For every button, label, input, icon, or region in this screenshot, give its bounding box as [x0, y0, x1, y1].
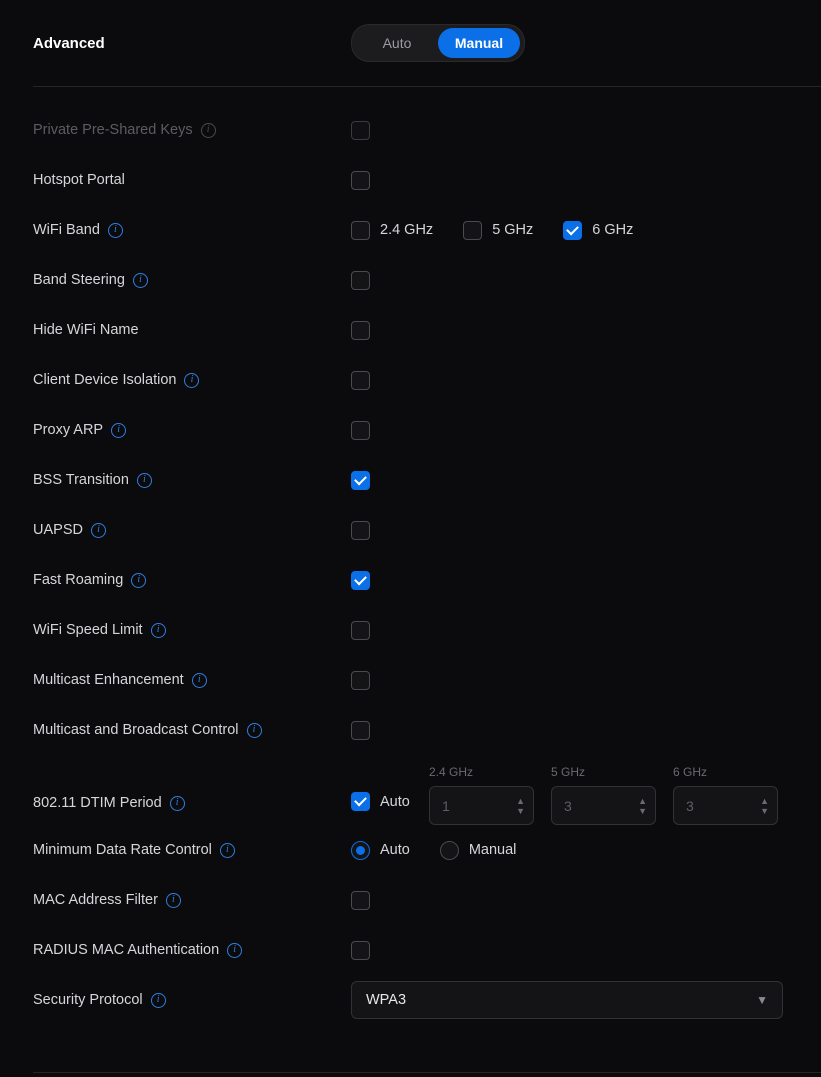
radio-data-rate-manual[interactable]	[440, 841, 459, 860]
row-controls	[351, 471, 370, 490]
row-label	[33, 122, 351, 138]
dtim-caption-5ghz: 5 GHz	[551, 765, 586, 779]
info-icon[interactable]: i	[133, 273, 148, 288]
checkbox-mac-address-filter[interactable]	[351, 891, 370, 910]
info-icon[interactable]: i	[151, 623, 166, 638]
row-label	[33, 272, 351, 288]
row-controls	[351, 721, 370, 740]
band-label-5ghz: 5 GHz	[492, 222, 534, 238]
dtim-value-24ghz: 1	[442, 797, 450, 814]
dtim-input-6ghz[interactable]	[673, 786, 778, 825]
setting-label-band-steering: Band Steering	[33, 272, 125, 288]
info-icon[interactable]: i	[137, 473, 152, 488]
info-icon[interactable]: i	[192, 673, 207, 688]
dtim-stepper-5ghz[interactable]	[638, 795, 647, 816]
dtim-stepper-24ghz[interactable]	[516, 795, 525, 816]
info-icon[interactable]: i	[184, 373, 199, 388]
row-controls	[351, 221, 663, 240]
checkbox-uapsd[interactable]	[351, 521, 370, 540]
dtim-auto-label: Auto	[380, 793, 410, 810]
row-label	[33, 422, 351, 438]
setting-label-private-pre-shared-keys: Private Pre-Shared Keys	[33, 122, 193, 138]
chevron-down-icon[interactable]: ▼	[638, 805, 647, 816]
info-icon[interactable]: i	[227, 943, 242, 958]
row-label	[33, 172, 351, 188]
row-label	[33, 942, 351, 958]
row-label	[33, 672, 351, 688]
select-security-protocol[interactable]	[351, 981, 783, 1019]
dtim-caption-6ghz: 6 GHz	[673, 765, 708, 779]
checkbox-hide-wifi-name[interactable]	[351, 321, 370, 340]
setting-row-proxy-arp	[0, 405, 821, 455]
info-icon[interactable]: i	[131, 573, 146, 588]
dtim-input-5ghz[interactable]	[551, 786, 656, 825]
setting-label-wifi-band: WiFi Band	[33, 222, 100, 238]
row-controls	[351, 321, 370, 340]
mode-option-auto[interactable]: Auto	[382, 35, 412, 51]
band-label-6ghz: 6 GHz	[592, 222, 634, 238]
row-controls	[351, 371, 370, 390]
band-option-24ghz[interactable]	[351, 221, 433, 240]
row-controls	[351, 941, 370, 960]
setting-row-private-pre-shared-keys	[0, 105, 821, 155]
setting-row-client-device-isolation	[0, 355, 821, 405]
row-controls	[351, 571, 370, 590]
setting-row-bss-transition	[0, 455, 821, 505]
row-label	[33, 372, 351, 388]
checkbox-fast-roaming[interactable]	[351, 571, 370, 590]
setting-label-radius-mac-authentication: RADIUS MAC Authentication	[33, 942, 220, 958]
row-controls	[351, 981, 783, 1019]
setting-label-multicast-broadcast-control: Multicast and Broadcast Control	[33, 722, 239, 738]
checkbox-private-pre-shared-keys[interactable]	[351, 121, 370, 140]
checkbox-band-24ghz[interactable]	[351, 221, 370, 240]
row-controls	[351, 521, 370, 540]
dtim-value-6ghz: 3	[686, 797, 694, 814]
security-protocol-value: WPA3	[366, 992, 407, 1008]
page-title: Advanced	[33, 34, 105, 52]
info-icon[interactable]: i	[220, 843, 235, 858]
setting-label-multicast-enhancement: Multicast Enhancement	[33, 672, 184, 688]
data-rate-option-auto[interactable]	[351, 841, 410, 860]
data-rate-option-manual[interactable]	[440, 841, 517, 860]
row-label	[33, 722, 351, 738]
row-label	[33, 892, 351, 908]
row-label	[33, 992, 351, 1008]
dtim-input-24ghz[interactable]	[429, 786, 534, 825]
setting-label-hotspot-portal: Hotspot Portal	[33, 172, 125, 188]
setting-row-multicast-enhancement	[0, 655, 821, 705]
setting-label-hide-wifi-name: Hide WiFi Name	[33, 322, 139, 338]
setting-label-proxy-arp: Proxy ARP	[33, 422, 104, 438]
info-icon[interactable]: i	[111, 423, 126, 438]
dtim-field-24ghz	[429, 765, 534, 825]
band-option-6ghz[interactable]	[563, 221, 633, 240]
row-controls	[351, 171, 370, 190]
row-controls	[351, 841, 546, 860]
dtim-value-5ghz: 3	[564, 797, 572, 814]
checkbox-proxy-arp[interactable]	[351, 421, 370, 440]
row-controls	[351, 671, 370, 690]
chevron-down-icon[interactable]: ▼	[756, 993, 768, 1007]
setting-label-mac-address-filter: MAC Address Filter	[33, 892, 158, 908]
mode-segmented-control[interactable]	[351, 24, 525, 62]
setting-row-multicast-broadcast-control	[0, 705, 821, 755]
dtim-caption-24ghz: 2.4 GHz	[429, 765, 474, 779]
checkbox-band-5ghz[interactable]	[463, 221, 482, 240]
info-icon[interactable]: i	[166, 893, 181, 908]
data-rate-label-auto: Auto	[380, 842, 410, 858]
row-controls	[351, 621, 370, 640]
checkbox-multicast-enhancement[interactable]	[351, 671, 370, 690]
checkbox-wifi-speed-limit[interactable]	[351, 621, 370, 640]
setting-label-security-protocol: Security Protocol	[33, 992, 143, 1008]
setting-row-mac-address-filter	[0, 875, 821, 925]
dtim-stepper-6ghz[interactable]	[760, 795, 769, 816]
setting-row-fast-roaming	[0, 555, 821, 605]
bottom-divider	[33, 1072, 821, 1073]
row-label	[33, 322, 351, 338]
chevron-down-icon[interactable]: ▼	[760, 805, 769, 816]
data-rate-label-manual: Manual	[468, 842, 517, 858]
setting-row-security-protocol	[0, 975, 821, 1025]
checkbox-band-steering[interactable]	[351, 271, 370, 290]
checkbox-dtim-auto[interactable]	[351, 792, 370, 811]
setting-label-dtim-period: 802.11 DTIM Period	[33, 795, 162, 811]
row-controls	[351, 271, 370, 290]
info-icon[interactable]: i	[91, 523, 106, 538]
dtim-field-6ghz	[673, 765, 778, 825]
setting-label-wifi-speed-limit: WiFi Speed Limit	[33, 622, 143, 638]
checkbox-multicast-broadcast-control[interactable]	[351, 721, 370, 740]
dtim-field-5ghz	[551, 765, 656, 825]
setting-label-minimum-data-rate-control: Minimum Data Rate Control	[33, 842, 212, 858]
info-icon[interactable]: i	[247, 723, 262, 738]
setting-row-hotspot-portal	[0, 155, 821, 205]
setting-row-wifi-band	[0, 205, 821, 255]
row-label	[33, 842, 351, 858]
row-controls	[351, 891, 370, 910]
row-label	[33, 222, 351, 238]
band-option-5ghz[interactable]	[463, 221, 533, 240]
row-label	[33, 622, 351, 638]
setting-row-minimum-data-rate-control	[0, 825, 821, 875]
row-controls	[351, 121, 370, 140]
info-icon[interactable]: i	[151, 993, 166, 1008]
setting-row-hide-wifi-name	[0, 305, 821, 355]
setting-row-uapsd	[0, 505, 821, 555]
mode-option-manual[interactable]: Manual	[438, 28, 520, 58]
setting-row-dtim-period	[0, 755, 821, 825]
radio-data-rate-auto[interactable]	[351, 841, 370, 860]
chevron-down-icon[interactable]: ▼	[516, 805, 525, 816]
checkbox-bss-transition[interactable]	[351, 471, 370, 490]
row-controls	[351, 421, 370, 440]
info-icon[interactable]: i	[108, 223, 123, 238]
checkbox-radius-mac-authentication[interactable]	[351, 941, 370, 960]
row-label	[33, 472, 351, 488]
setting-row-wifi-speed-limit	[0, 605, 821, 655]
chevron-up-icon[interactable]: ▲	[516, 795, 525, 806]
row-label	[33, 522, 351, 538]
row-label	[33, 572, 351, 588]
checkbox-client-device-isolation[interactable]	[351, 371, 370, 390]
setting-label-uapsd: UAPSD	[33, 522, 83, 538]
setting-row-radius-mac-authentication	[0, 925, 821, 975]
info-icon[interactable]: i	[170, 796, 185, 811]
chevron-up-icon[interactable]: ▲	[638, 795, 647, 806]
chevron-up-icon[interactable]: ▲	[760, 795, 769, 806]
setting-label-bss-transition: BSS Transition	[33, 472, 129, 488]
checkbox-band-6ghz[interactable]	[563, 221, 582, 240]
advanced-header	[0, 0, 821, 86]
setting-label-client-device-isolation: Client Device Isolation	[33, 372, 177, 388]
info-icon[interactable]: i	[201, 123, 216, 138]
setting-row-band-steering	[0, 255, 821, 305]
band-label-24ghz: 2.4 GHz	[380, 222, 434, 238]
dtim-auto-group[interactable]	[351, 792, 429, 825]
setting-label-fast-roaming: Fast Roaming	[33, 572, 124, 588]
checkbox-hotspot-portal[interactable]	[351, 171, 370, 190]
row-label	[33, 795, 351, 825]
